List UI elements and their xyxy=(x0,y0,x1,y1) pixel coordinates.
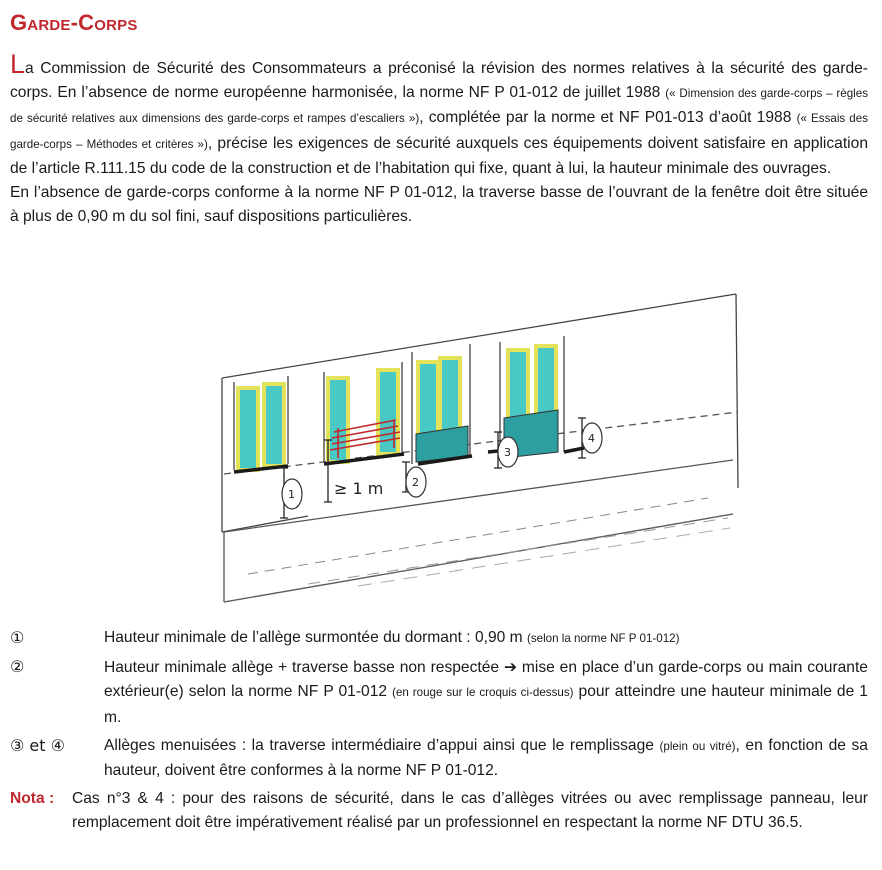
legend-symbol-3: ③ et ④ xyxy=(10,735,65,755)
marker-label-3: 3 xyxy=(504,446,511,459)
intro-p1-part-c: , précise les exigences de sécurité auxquels ces équipements doivent satisfaire en application de l’article R.111.15 du code de la construction et de l’habitation qui fixe, quant à lui, la hauteur minimale des ouvrages. xyxy=(10,134,868,177)
intro-note-1: (« Dimension des garde-corps – règles de sécurité relatives aux dimensions des garde-corps et rampes d’escaliers ») xyxy=(10,87,868,126)
legend-text-2-c: pour atteindre une hauteur minimale de 1 m. xyxy=(104,683,868,726)
height-label: ≥ 1 m xyxy=(334,479,384,498)
page-title: Garde-Corps xyxy=(10,10,138,35)
intro-p2: En l’absence de garde-corps conforme à la norme NF P 01-012, la traverse basse de l’ouvrant de la fenêtre doit être située à plus de 0,90 m du sol fini, sauf dispositions particulières. xyxy=(10,184,868,226)
nota-block xyxy=(10,787,868,835)
legend-note-3: (plein ou vitré) xyxy=(659,739,736,753)
marker-label-2: 2 xyxy=(412,476,419,489)
nota-label: Nota : xyxy=(10,790,55,808)
intro-note-2: (« Essais des garde-corps – Méthodes et critères ») xyxy=(10,112,869,151)
legend-text-3-a: Allèges menuisées : la traverse intermédiaire d’appui ainsi que le remplissage xyxy=(104,736,660,754)
intro-text xyxy=(10,49,869,229)
marker-label-1: 1 xyxy=(288,488,295,501)
legend-note-1: (selon la norme NF P 01-012) xyxy=(526,632,680,645)
legend-text-1-main: Hauteur minimale de l’allège surmontée du dormant : 0,90 m xyxy=(104,629,527,646)
legend-text-1 xyxy=(104,626,868,651)
window-sketch-figure xyxy=(188,292,742,614)
legend-item-2 xyxy=(10,655,868,730)
legend-item-1 xyxy=(10,626,868,651)
legend-note-2: (en rouge sur le croquis ci-dessus) xyxy=(392,686,574,700)
legend-text-2-b: mise en place d’un garde-corps ou main courante extérieur(e) selon la norme NF P 01-012 xyxy=(104,659,868,701)
legend-item-3 xyxy=(10,734,868,783)
legend-symbol-1: ① xyxy=(10,628,25,647)
intro-p1-part-a: a Commission de Sécurité des Consommateurs a préconisé la révision des normes relatives à la sécurité des garde-corps. En l’absence de norme européenne harmonisée, la norme NF P 01-012 de juillet 1988 xyxy=(10,60,868,102)
drop-cap: L xyxy=(10,49,26,79)
window-3 xyxy=(412,344,470,464)
legend-text-2 xyxy=(104,655,868,730)
legend-text-2-a: Hauteur minimale allège + traverse basse non respectée xyxy=(104,659,504,677)
arrow-right-icon: ➔ xyxy=(503,658,518,677)
legend-text-3-b: , en fonction de sa hauteur, doivent être conformes à la norme NF P 01-012. xyxy=(104,736,868,780)
legend-symbol-2: ② xyxy=(10,657,25,677)
nota-text: Cas n°3 & 4 : pour des raisons de sécurité, dans le cas d’allèges vitrées ou avec remplissage panneau, leur remplacement doit être impérativement réalisé par un professionnel en respectant la norme NF DTU 36.5. xyxy=(72,790,868,832)
window-2 xyxy=(324,362,402,462)
wall-outline xyxy=(222,294,738,602)
marker-label-4: 4 xyxy=(588,432,595,445)
window-1 xyxy=(234,376,288,470)
intro-p1-part-b: , complétée par la norme et NF P01-013 d’août 1988 xyxy=(419,109,797,127)
legend xyxy=(10,626,868,836)
legend-text-3 xyxy=(104,734,868,783)
